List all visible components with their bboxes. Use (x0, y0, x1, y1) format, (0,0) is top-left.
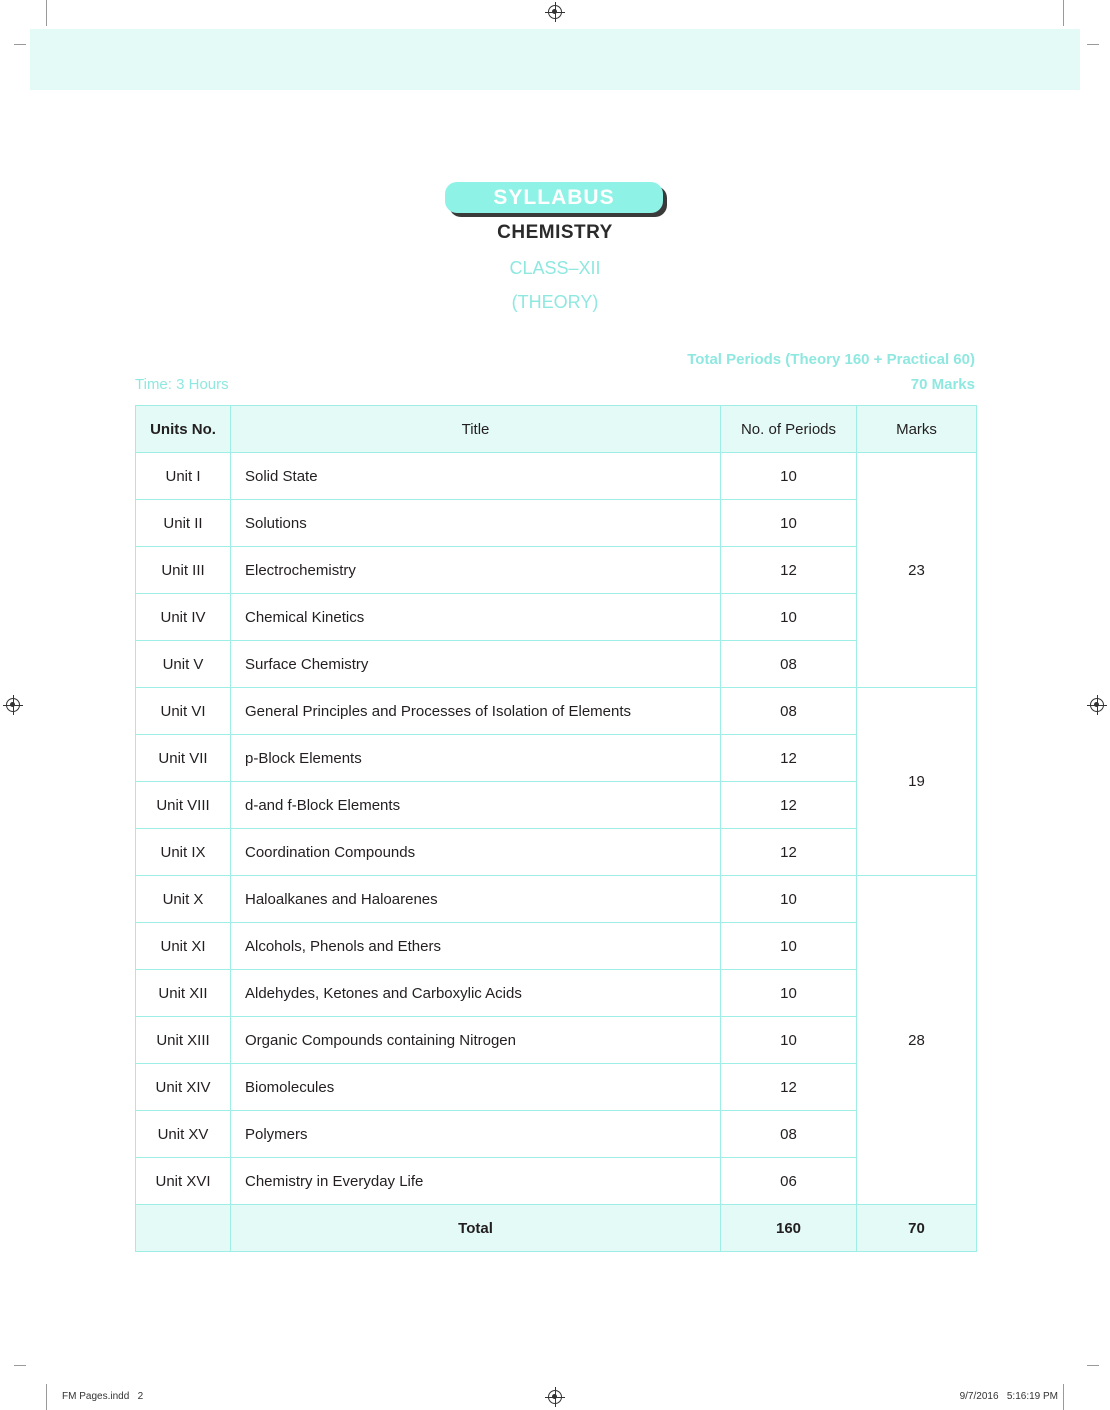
table-row (136, 688, 977, 735)
crop-mark (14, 44, 26, 45)
total-label: Total (231, 1205, 721, 1252)
periods-cell: 10 (721, 594, 857, 641)
table-row (136, 782, 977, 829)
unit-cell: Unit XV (136, 1111, 231, 1158)
theory-label: (THEORY) (511, 292, 599, 312)
class-label: CLASS–XII (509, 258, 601, 278)
title-cell: p-Block Elements (231, 735, 721, 782)
periods-cell: 10 (721, 500, 857, 547)
column-header-title: Title (231, 406, 721, 453)
periods-cell: 10 (721, 923, 857, 970)
title-cell: Chemical Kinetics (231, 594, 721, 641)
title-cell: Solutions (231, 500, 721, 547)
exam-time: Time: 3 Hours (135, 376, 229, 393)
periods-cell: 08 (721, 641, 857, 688)
title-cell: d-and f-Block Elements (231, 782, 721, 829)
unit-cell: Unit II (136, 500, 231, 547)
periods-cell: 10 (721, 876, 857, 923)
periods-cell: 12 (721, 1064, 857, 1111)
unit-cell: Unit VII (136, 735, 231, 782)
footer-file-name: FM Pages.indd 2 (62, 1391, 144, 1402)
marks-cell: 23 (857, 453, 977, 688)
title-cell: Electrochemistry (231, 547, 721, 594)
title-cell: Organic Compounds containing Nitrogen (231, 1017, 721, 1064)
table-row (136, 1111, 977, 1158)
total-marks: 70 (857, 1205, 977, 1252)
unit-cell: Unit IX (136, 829, 231, 876)
column-header-periods: No. of Periods (721, 406, 857, 453)
footer-timestamp: 9/7/2016 5:16:19 PM (959, 1391, 1058, 1402)
periods-cell: 12 (721, 735, 857, 782)
total-marks-note: 70 Marks (910, 376, 975, 393)
top-color-band (30, 29, 1080, 90)
title-cell: General Principles and Processes of Isolation of Elements (231, 688, 721, 735)
syllabus-badge: SYLLABUS (445, 182, 663, 213)
periods-cell: 12 (721, 782, 857, 829)
unit-cell: Unit XIV (136, 1064, 231, 1111)
column-header-marks: Marks (857, 406, 977, 453)
table-row (136, 829, 977, 876)
crop-mark (46, 1384, 47, 1410)
unit-cell: Unit VI (136, 688, 231, 735)
title-cell: Haloalkanes and Haloarenes (231, 876, 721, 923)
title-cell: Coordination Compounds (231, 829, 721, 876)
table-row (136, 1064, 977, 1111)
table-row (136, 641, 977, 688)
periods-cell: 06 (721, 1158, 857, 1205)
total-periods-note: Total Periods (Theory 160 + Practical 60) (687, 351, 975, 368)
crop-mark (1087, 1365, 1099, 1366)
crop-mark (1087, 44, 1099, 45)
title-cell: Solid State (231, 453, 721, 500)
table-row (136, 1158, 977, 1205)
unit-cell: Unit VIII (136, 782, 231, 829)
column-header-unit: Units No. (136, 406, 231, 453)
unit-cell: Unit V (136, 641, 231, 688)
syllabus-table (135, 405, 977, 1252)
periods-cell: 08 (721, 1111, 857, 1158)
title-cell: Surface Chemistry (231, 641, 721, 688)
unit-cell: Unit III (136, 547, 231, 594)
total-empty-cell (136, 1205, 231, 1252)
unit-cell: Unit XI (136, 923, 231, 970)
title-cell: Alcohols, Phenols and Ethers (231, 923, 721, 970)
title-cell: Aldehydes, Ketones and Carboxylic Acids (231, 970, 721, 1017)
table-header-row (136, 406, 977, 453)
table-row (136, 500, 977, 547)
periods-cell: 12 (721, 547, 857, 594)
table-row (136, 970, 977, 1017)
unit-cell: Unit XII (136, 970, 231, 1017)
subject-title: CHEMISTRY (497, 222, 613, 243)
table-row (136, 453, 977, 500)
unit-cell: Unit IV (136, 594, 231, 641)
periods-cell: 10 (721, 1017, 857, 1064)
periods-cell: 10 (721, 970, 857, 1017)
total-periods: 160 (721, 1205, 857, 1252)
registration-mark-icon (548, 1390, 562, 1404)
crop-mark (1063, 1384, 1064, 1410)
unit-cell: Unit XVI (136, 1158, 231, 1205)
crop-mark (46, 0, 47, 26)
table-row (136, 923, 977, 970)
periods-cell: 08 (721, 688, 857, 735)
registration-mark-icon (548, 5, 562, 19)
crop-mark (14, 1365, 26, 1366)
registration-mark-icon (1090, 698, 1104, 712)
table-row (136, 547, 977, 594)
periods-cell: 12 (721, 829, 857, 876)
table-row (136, 1017, 977, 1064)
periods-cell: 10 (721, 453, 857, 500)
unit-cell: Unit X (136, 876, 231, 923)
table-row (136, 735, 977, 782)
title-cell: Biomolecules (231, 1064, 721, 1111)
unit-cell: Unit I (136, 453, 231, 500)
table-row (136, 876, 977, 923)
marks-cell: 28 (857, 876, 977, 1205)
registration-mark-icon (6, 698, 20, 712)
title-cell: Polymers (231, 1111, 721, 1158)
table-row (136, 594, 977, 641)
marks-cell: 19 (857, 688, 977, 876)
crop-mark (1063, 0, 1064, 26)
unit-cell: Unit XIII (136, 1017, 231, 1064)
title-cell: Chemistry in Everyday Life (231, 1158, 721, 1205)
total-row (136, 1205, 977, 1252)
